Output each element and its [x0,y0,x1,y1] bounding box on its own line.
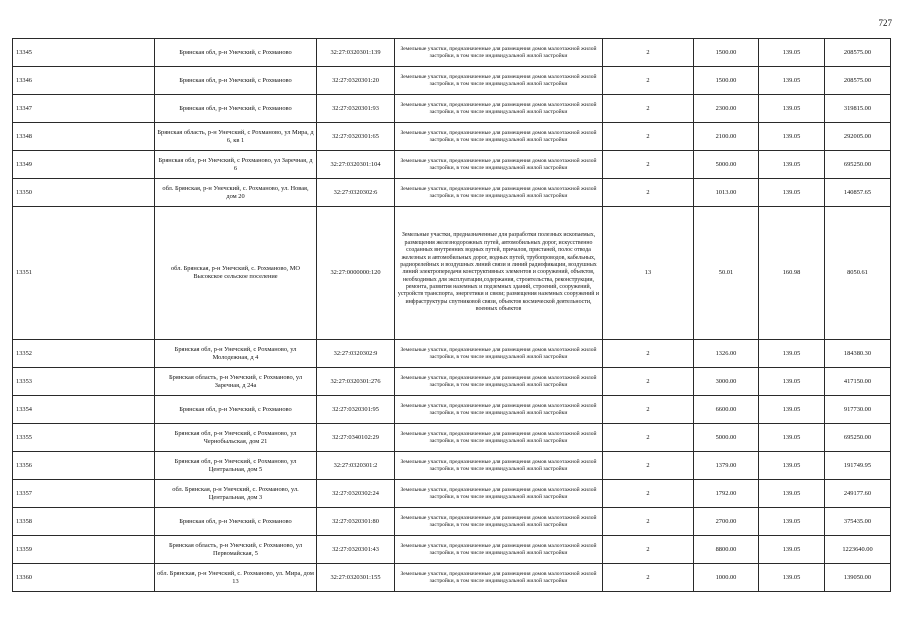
cadastral-value-cell: 139050.00 [825,564,891,592]
cadastral-value-cell: 417150.00 [825,368,891,396]
rate-cell: 139.05 [759,424,825,452]
land-use-cell: Земельные участки, предназначенные для размещения домов малоэтажной жилой застройки, в том числе индивидуальной жилой застройки [395,179,603,207]
row-number: 13357 [13,480,155,508]
land-use-cell: Земельные участки, предназначенные для размещения домов малоэтажной жилой застройки, в том числе индивидуальной жилой застройки [395,452,603,480]
rate-cell: 139.05 [759,123,825,151]
cadastral-number-cell: 32:27:0320301:276 [317,368,395,396]
cadastral-number-cell: 32:27:0320302:6 [317,179,395,207]
cadastral-number-cell: 32:27:0320301:93 [317,95,395,123]
cadastral-value-cell: 375435.00 [825,508,891,536]
land-use-cell: Земельные участки, предназначенные для размещения домов малоэтажной жилой застройки, в том числе индивидуальной жилой застройки [395,424,603,452]
area-cell: 2100.00 [694,123,759,151]
group-cell: 2 [603,151,694,179]
group-cell: 2 [603,95,694,123]
row-number: 13351 [13,207,155,340]
table-row [13,39,891,67]
cadastral-number-cell: 32:27:0340102:29 [317,424,395,452]
address-cell: Брянская обл, р-н Унечский, с Рохманово [155,67,317,95]
address-cell: Брянская обл, р-н Унечский, с Рохманово, ул Чернобыльская, дом 21 [155,424,317,452]
cadastral-value-cell: 319815.00 [825,95,891,123]
area-cell: 1792.00 [694,480,759,508]
group-cell: 2 [603,179,694,207]
row-number: 13352 [13,340,155,368]
rate-cell: 139.05 [759,480,825,508]
row-number: 13356 [13,452,155,480]
table-row [13,179,891,207]
area-cell: 50.01 [694,207,759,340]
land-use-cell: Земельные участки, предназначенные для размещения домов малоэтажной жилой застройки, в том числе индивидуальной жилой застройки [395,151,603,179]
rate-cell: 139.05 [759,39,825,67]
cadastral-value-cell: 8050.61 [825,207,891,340]
area-cell: 1000.00 [694,564,759,592]
cadastral-value-cell: 695250.00 [825,424,891,452]
rate-cell: 139.05 [759,179,825,207]
cadastral-number-cell: 32:27:0320301:95 [317,396,395,424]
address-cell: обл. Брянская, р-н Унечский, с. Рохманово, ул. Новая, дом 20 [155,179,317,207]
table-row [13,480,891,508]
cadastral-number-cell: 32:27:0320301:2 [317,452,395,480]
cadastral-number-cell: 32:27:0320302:9 [317,340,395,368]
group-cell: 2 [603,368,694,396]
cadastral-number-cell: 32:27:0320301:80 [317,508,395,536]
address-cell: Брянская область, р-н Унечский, с Рохманово, ул Мира, д 6, кв 1 [155,123,317,151]
area-cell: 3000.00 [694,368,759,396]
address-cell: Брянская обл, р-н Унечский, с Рохманово [155,396,317,424]
row-number: 13360 [13,564,155,592]
page-number: 727 [878,18,892,28]
cadastral-number-cell: 32:27:0320302:24 [317,480,395,508]
table-row [13,396,891,424]
rate-cell: 139.05 [759,564,825,592]
row-number: 13346 [13,67,155,95]
group-cell: 13 [603,207,694,340]
rate-cell: 139.05 [759,452,825,480]
land-use-cell: Земельные участки, предназначенные для разработки полезных ископаемых, размещения железнодорожных путей, автомобильных дорог, искусственно созданных внутренних водных путей, причалов, пристаней, полос отвода железных и автомобильных дорог, водных путей, трубопроводов, кабельных, радиорелейных и воздушных линий связи и линий радиофикации, воздушных линий электропередачи конструктивных элементов и сооружений, объектов, необходимых для эксплуатации,содержания, строительства, реконструкции, ремонта, развития наземных и подземных зданий, строений, сооружений, устройств транспорта, энергетики и связи; размещения наземных сооружений и инфраструктуры спутниковой связи, объектов космической деятельности, военных объектов [395,207,603,340]
land-use-cell: Земельные участки, предназначенные для размещения домов малоэтажной жилой застройки, в том числе индивидуальной жилой застройки [395,340,603,368]
cadastral-value-cell: 917730.00 [825,396,891,424]
address-cell: Брянская обл, р-н Унечский, с Рохманово [155,95,317,123]
cadastral-value-cell: 695250.00 [825,151,891,179]
group-cell: 2 [603,508,694,536]
cadastral-number-cell: 32:27:0320301:155 [317,564,395,592]
row-number: 13349 [13,151,155,179]
land-use-cell: Земельные участки, предназначенные для размещения домов малоэтажной жилой застройки, в том числе индивидуальной жилой застройки [395,368,603,396]
row-number: 13355 [13,424,155,452]
address-cell: обл. Брянская, р-н Унечский, с. Рохманово, МО Высокское сельское поселение [155,207,317,340]
group-cell: 2 [603,39,694,67]
table-row [13,207,891,340]
rate-cell: 139.05 [759,67,825,95]
area-cell: 1379.00 [694,452,759,480]
table-row [13,151,891,179]
row-number: 13359 [13,536,155,564]
cadastral-value-cell: 208575.00 [825,67,891,95]
cadastral-value-cell: 140857.65 [825,179,891,207]
table-row [13,452,891,480]
area-cell: 8800.00 [694,536,759,564]
area-cell: 1500.00 [694,67,759,95]
cadastral-value-cell: 1223640.00 [825,536,891,564]
area-cell: 2300.00 [694,95,759,123]
rate-cell: 139.05 [759,396,825,424]
table-row [13,564,891,592]
row-number: 13345 [13,39,155,67]
land-use-cell: Земельные участки, предназначенные для размещения домов малоэтажной жилой застройки, в том числе индивидуальной жилой застройки [395,536,603,564]
group-cell: 2 [603,452,694,480]
rate-cell: 139.05 [759,368,825,396]
row-number: 13348 [13,123,155,151]
table-row [13,95,891,123]
address-cell: обл. Брянская, р-н Унечский, с. Рохманово, ул. Центральная, дом 3 [155,480,317,508]
table-row [13,123,891,151]
row-number: 13350 [13,179,155,207]
table-row [13,508,891,536]
group-cell: 2 [603,536,694,564]
area-cell: 1500.00 [694,39,759,67]
group-cell: 2 [603,123,694,151]
group-cell: 2 [603,67,694,95]
cadastral-value-cell: 249177.60 [825,480,891,508]
address-cell: обл. Брянская, р-н Унечский, с. Рохманово, ул. Мира, дом 13 [155,564,317,592]
land-use-cell: Земельные участки, предназначенные для размещения домов малоэтажной жилой застройки, в том числе индивидуальной жилой застройки [395,39,603,67]
group-cell: 2 [603,340,694,368]
land-use-cell: Земельные участки, предназначенные для размещения домов малоэтажной жилой застройки, в том числе индивидуальной жилой застройки [395,480,603,508]
group-cell: 2 [603,564,694,592]
cadastral-number-cell: 32:27:0320301:43 [317,536,395,564]
cadastral-number-cell: 32:27:0000000:120 [317,207,395,340]
area-cell: 6600.00 [694,396,759,424]
row-number: 13347 [13,95,155,123]
rate-cell: 160.98 [759,207,825,340]
address-cell: Брянская обл, р-н Унечский, с Рохманово [155,39,317,67]
cadastral-value-cell: 292005.00 [825,123,891,151]
table-row [13,67,891,95]
table-row [13,340,891,368]
rate-cell: 139.05 [759,536,825,564]
address-cell: Брянская область, р-н Унечский, с Рохманово, ул Первомайская, 5 [155,536,317,564]
rate-cell: 139.05 [759,340,825,368]
address-cell: Брянская обл, р-н Унечский, с Рохманово, ул Центральная, дом 5 [155,452,317,480]
cadastral-number-cell: 32:27:0320301:65 [317,123,395,151]
address-cell: Брянская обл, р-н Унечский, с Рохманово, ул Молодежная, д 4 [155,340,317,368]
area-cell: 5000.00 [694,151,759,179]
cadastral-value-table [12,38,891,592]
land-use-cell: Земельные участки, предназначенные для размещения домов малоэтажной жилой застройки, в том числе индивидуальной жилой застройки [395,67,603,95]
land-use-cell: Земельные участки, предназначенные для размещения домов малоэтажной жилой застройки, в том числе индивидуальной жилой застройки [395,564,603,592]
cadastral-number-cell: 32:27:0320301:104 [317,151,395,179]
area-cell: 2700.00 [694,508,759,536]
cadastral-number-cell: 32:27:0320301:139 [317,39,395,67]
table-row [13,536,891,564]
address-cell: Брянская обл, р-н Унечский, с Рохманово [155,508,317,536]
cadastral-value-cell: 184380.30 [825,340,891,368]
land-use-cell: Земельные участки, предназначенные для размещения домов малоэтажной жилой застройки, в том числе индивидуальной жилой застройки [395,123,603,151]
cadastral-value-cell: 208575.00 [825,39,891,67]
area-cell: 5000.00 [694,424,759,452]
table-row [13,424,891,452]
land-use-cell: Земельные участки, предназначенные для размещения домов малоэтажной жилой застройки, в том числе индивидуальной жилой застройки [395,95,603,123]
land-use-cell: Земельные участки, предназначенные для размещения домов малоэтажной жилой застройки, в том числе индивидуальной жилой застройки [395,396,603,424]
table-body [13,39,891,592]
land-use-cell: Земельные участки, предназначенные для размещения домов малоэтажной жилой застройки, в том числе индивидуальной жилой застройки [395,508,603,536]
rate-cell: 139.05 [759,151,825,179]
cadastral-value-cell: 191749.95 [825,452,891,480]
group-cell: 2 [603,424,694,452]
row-number: 13353 [13,368,155,396]
rate-cell: 139.05 [759,95,825,123]
group-cell: 2 [603,480,694,508]
cadastral-number-cell: 32:27:0320301:20 [317,67,395,95]
address-cell: Брянская обл, р-н Унечский, с Рохманово, ул Заречная, д 6 [155,151,317,179]
group-cell: 2 [603,396,694,424]
area-cell: 1326.00 [694,340,759,368]
area-cell: 1013.00 [694,179,759,207]
table-row [13,368,891,396]
address-cell: Брянская область, р-н Унечский, с Рохманово, ул Заречная, д 24а [155,368,317,396]
row-number: 13354 [13,396,155,424]
row-number: 13358 [13,508,155,536]
rate-cell: 139.05 [759,508,825,536]
